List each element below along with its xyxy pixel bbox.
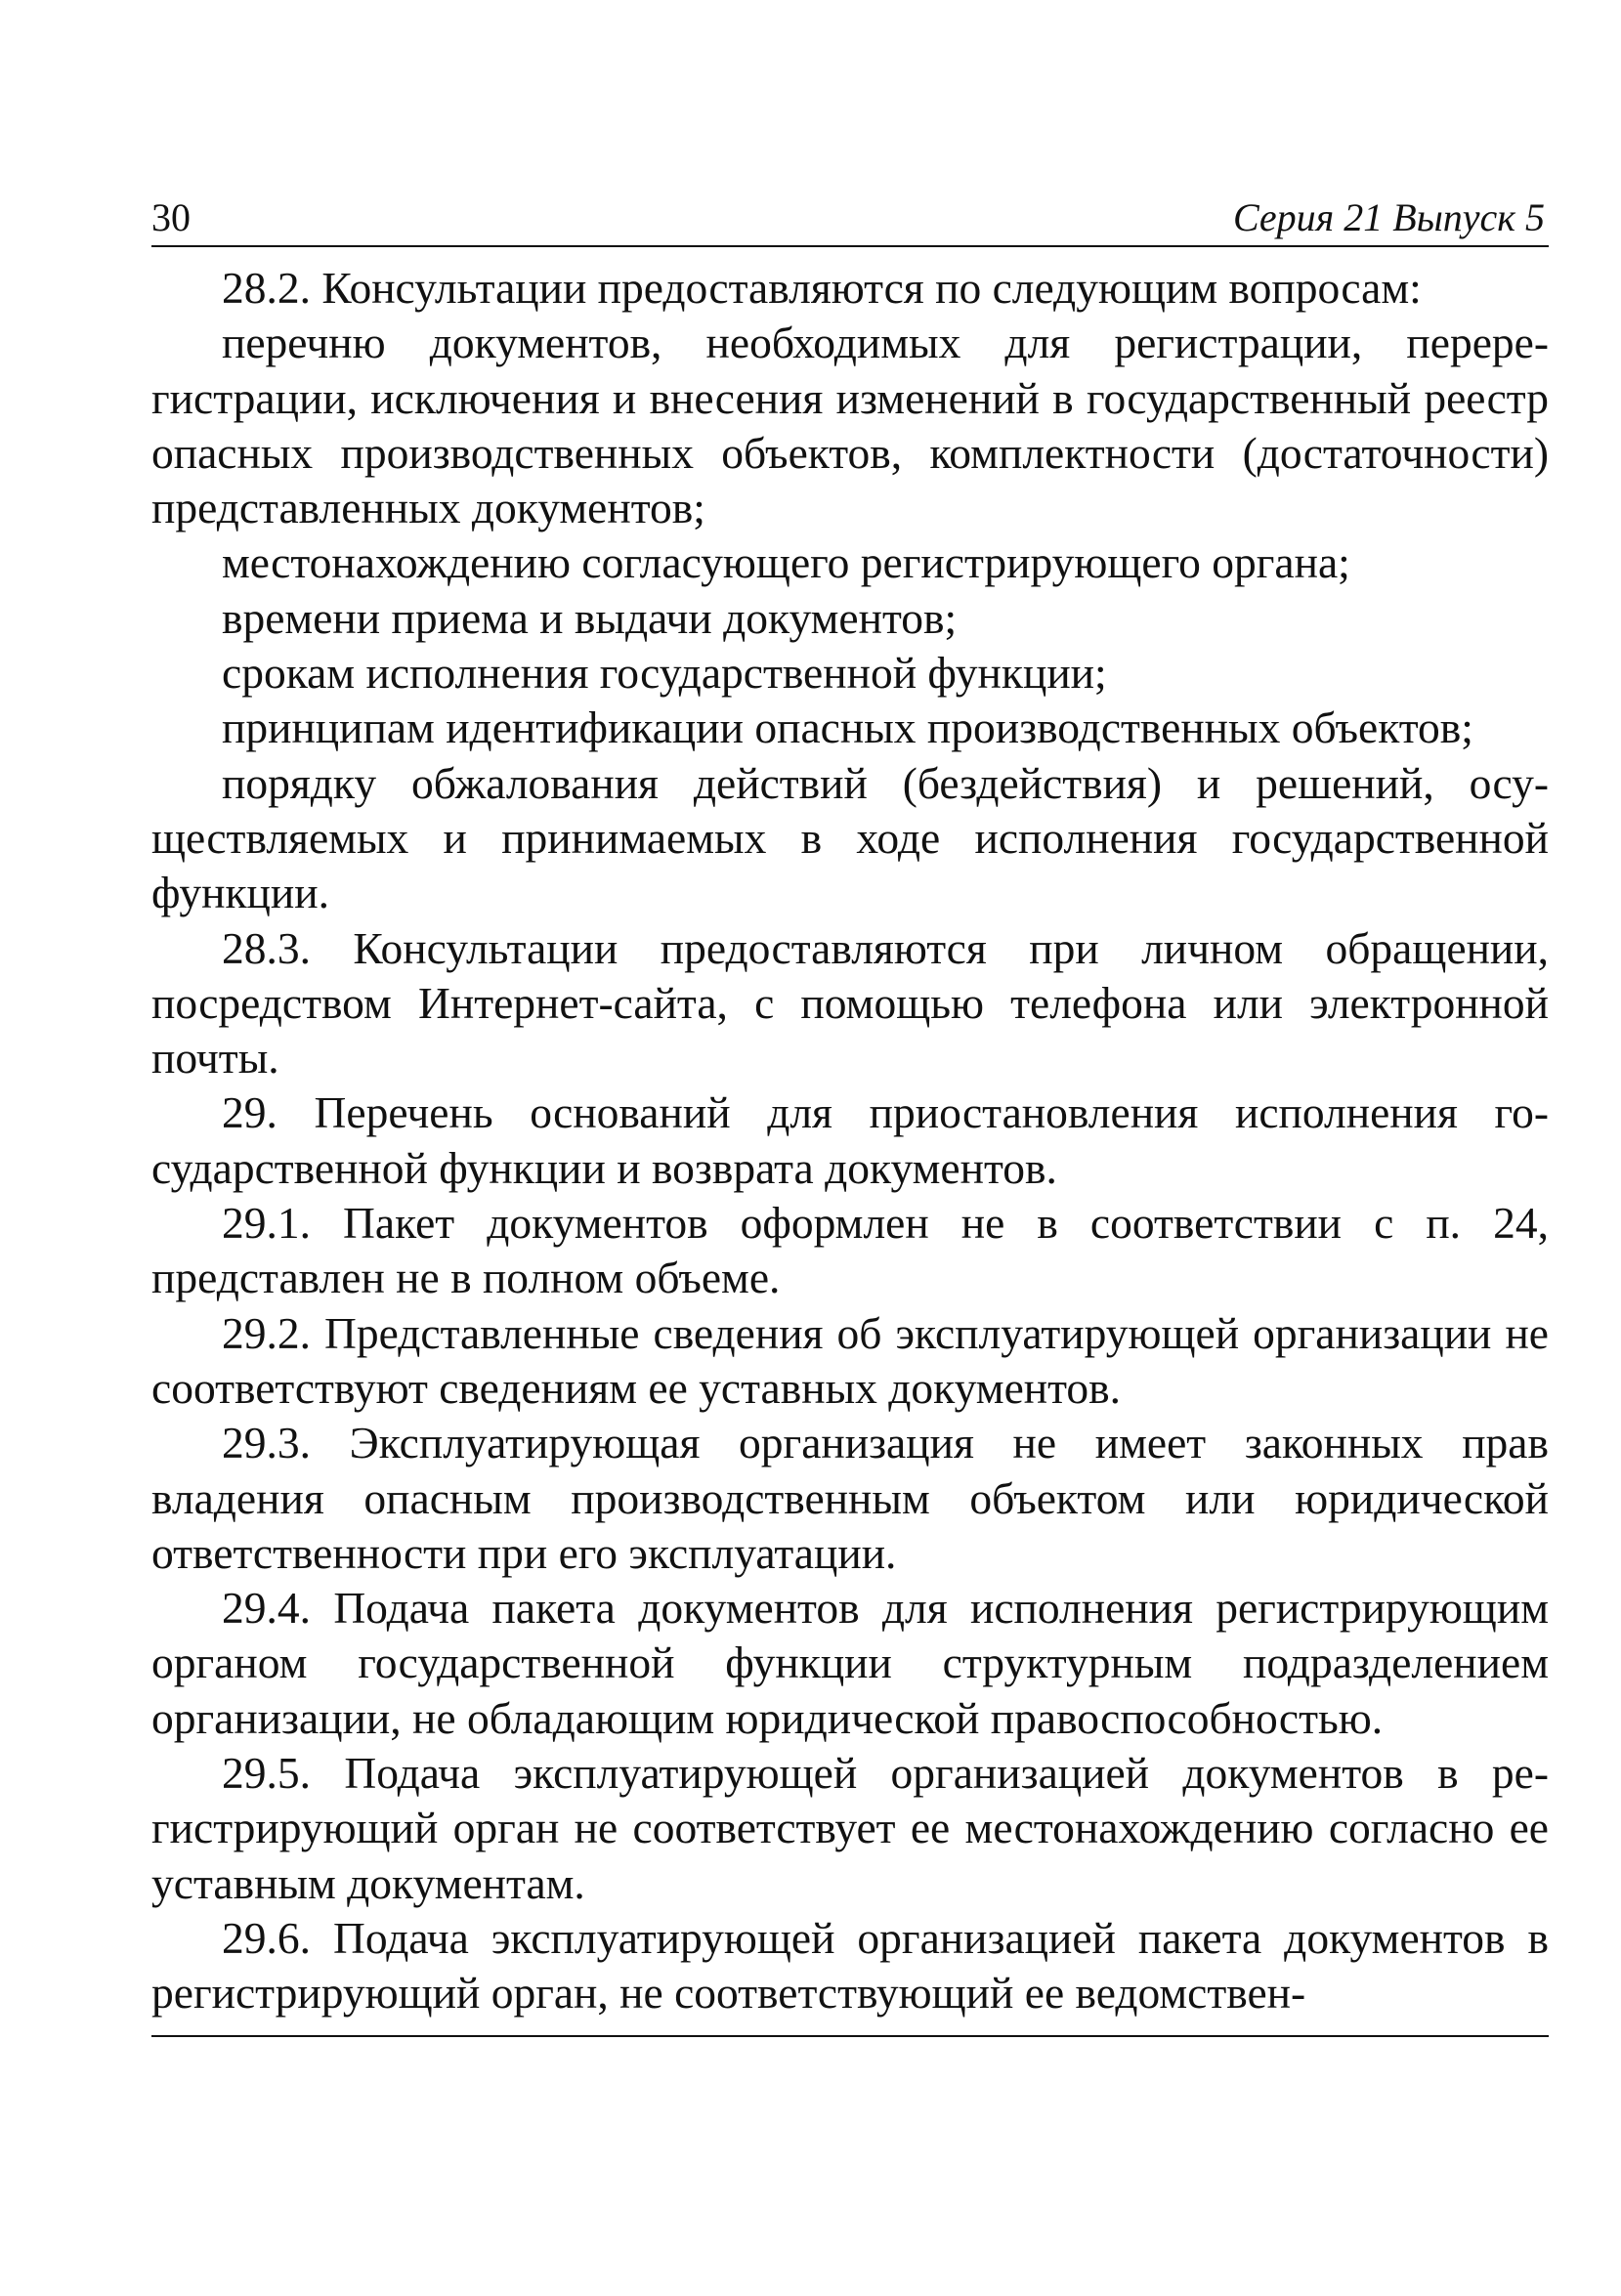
paragraph: 29.2. Представленные сведения об эксплуатирующей организации не соответствуют сведениям ее уставных документов.	[151, 1307, 1549, 1413]
paragraph: порядку обжалования действий (бездействия) и решений, осуществляемых и принимаемых в ходе исполнения государственной функции.	[151, 757, 1549, 918]
paragraph: времени приема и выдачи документов;	[222, 592, 958, 643]
paragraph: 29.5. Подача эксплуатирующей организацией документов в регистрирующий орган не соответствует ее местонахождению согласно ее уставным документам.	[151, 1748, 1549, 1908]
paragraph: 29.4. Подача пакета документов для исполнения регистрирующим органом государственной функции структурным подразделением организации, не обладающим юридической правоспособностью.	[151, 1583, 1549, 1743]
paragraph: 28.3. Консультации предоставляются при личном обращении, посредством Интернет-сайта, с помощью телефона или электронной почты.	[151, 922, 1549, 1084]
paragraph: 29. Перечень оснований для приостановления исполнения государственной функции и возврата документов.	[151, 1087, 1549, 1193]
paragraph: 29.1. Пакет документов оформлен не в соответствии с п. 24, представлен не в полном объеме.	[151, 1198, 1549, 1303]
paragraph: принципам идентификации опасных производственных объектов;	[222, 702, 1473, 753]
paragraph: срокам исполнения государственной функции;	[222, 648, 1107, 699]
paragraph: перечню документов, необходимых для регистрации, перерегистрации, исключения и внесения изменений в государственный реестр опасных производственных объектов, комплектности (достаточности) представленных документов;	[151, 318, 1549, 533]
paragraph: 29.6. Подача эксплуатирующей организацией пакета документов в регистрирующий орган, не соответствующий ее ведомствен-	[151, 1912, 1549, 2019]
page-number: 30	[151, 195, 191, 239]
document-page	[151, 191, 1549, 2037]
series-title: Серия 21 Выпуск 5	[1232, 195, 1545, 239]
running-header	[151, 191, 1549, 247]
bottom-rule	[151, 2035, 1549, 2037]
paragraph: местонахождению согласующего регистрирующего органа;	[222, 537, 1350, 588]
body-text	[151, 261, 1549, 2021]
paragraph: 29.3. Эксплуатирующая организация не имеет законных прав владения опасным производственным объектом или юридической ответственности при его эксплуатации.	[151, 1418, 1549, 1578]
paragraph: 28.2. Консультации предоставляются по следующим вопросам:	[222, 263, 1422, 313]
